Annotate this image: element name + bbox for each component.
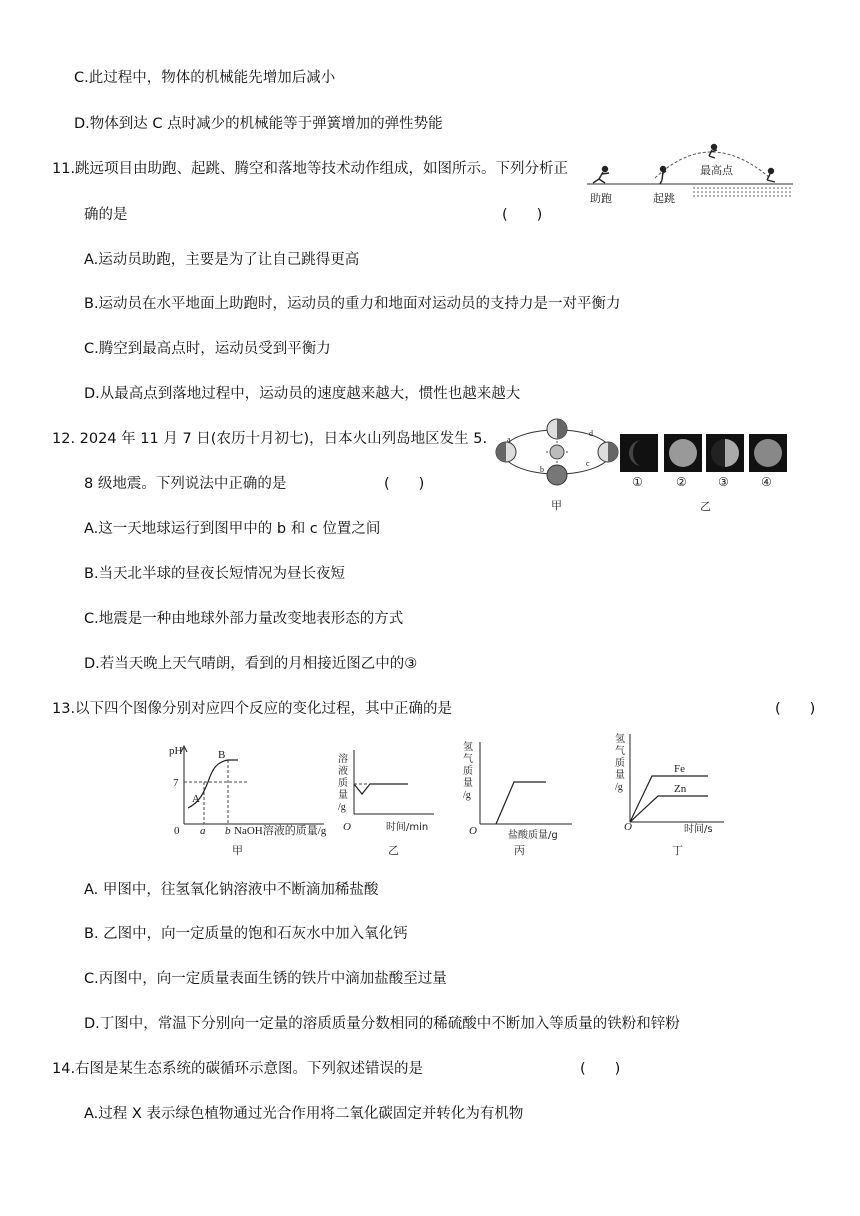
q11-long-jump-figure bbox=[585, 138, 795, 210]
caption-yi: 乙 bbox=[388, 844, 399, 857]
caption-bing: 丙 bbox=[514, 844, 525, 857]
q14-answer-blank: ( ) bbox=[580, 1061, 621, 1077]
svg-text:气: 气 bbox=[615, 746, 625, 757]
q11-stem-cont: 确的是 bbox=[84, 207, 128, 223]
q13-option-d: D.丁图中，常温下分别向一定量的溶质质量分数相同的稀硫酸中不断加入等质量的铁粉和锌粉 bbox=[84, 1016, 680, 1032]
orbit-label-c: c bbox=[586, 459, 590, 468]
q13-option-b: B. 乙图中，向一定质量的饱和石灰水中加入氧化钙 bbox=[84, 926, 408, 942]
tick-7: 7 bbox=[173, 777, 179, 789]
svg-text:量: 量 bbox=[615, 770, 625, 781]
q12-option-a: A.这一天地球运行到图甲中的 b 和 c 位置之间 bbox=[84, 521, 381, 537]
orbit-label-a: a bbox=[507, 435, 511, 444]
origin-0: 0 bbox=[174, 825, 180, 837]
moon-label-4: ④ bbox=[761, 475, 772, 489]
xlabel-naoh: NaOH溶液的质量/g bbox=[234, 825, 327, 837]
q11-option-b: B.运动员在水平地面上助跑时，运动员的重力和地面对运动员的支持力是一对平衡力 bbox=[84, 296, 621, 312]
q10-option-c: C.此过程中，物体的机械能先增加后减小 bbox=[74, 70, 336, 86]
fig-yi-caption: 乙 bbox=[700, 500, 711, 513]
hydrogen-line bbox=[496, 782, 546, 824]
q14-option-a: A.过程 X 表示绿色植物通过光合作用将二氧化碳固定并转化为有机物 bbox=[84, 1106, 524, 1122]
orbit-label-b: b bbox=[540, 465, 544, 474]
q13-graph-jia bbox=[164, 742, 334, 858]
q12-option-c: C.地震是一种由地球外部力量改变地表形态的方式 bbox=[84, 611, 404, 627]
sun-icon bbox=[546, 441, 568, 463]
q11-option-c: C.腾空到最高点时，运动员受到平衡力 bbox=[84, 341, 331, 357]
q12-stem: 12. 2024 年 11 月 7 日(农历十月初七)，日本火山列岛地区发生 5. bbox=[52, 431, 488, 447]
label-run: 助跑 bbox=[590, 192, 612, 205]
origin-o: O bbox=[343, 821, 351, 833]
moon-label-2: ② bbox=[676, 475, 687, 489]
ylabel-ph: pH bbox=[169, 745, 183, 757]
q12-earth-orbit-figure bbox=[494, 412, 622, 514]
zn-line bbox=[630, 796, 708, 822]
q13-graph-ding bbox=[612, 728, 734, 858]
svg-text:氢: 氢 bbox=[615, 734, 625, 745]
svg-text:质: 质 bbox=[338, 778, 348, 789]
origin-o: O bbox=[624, 821, 632, 833]
label-jump: 起跳 bbox=[653, 192, 675, 205]
earth-position-bottom bbox=[547, 465, 567, 485]
xlabel-hcl: 盐酸质量/g bbox=[508, 830, 558, 841]
q11-option-a: A.运动员助跑，主要是为了让自己跳得更高 bbox=[84, 252, 360, 268]
caption-ding: 丁 bbox=[672, 844, 683, 857]
svg-text:量: 量 bbox=[463, 778, 473, 789]
svg-text:量: 量 bbox=[338, 790, 348, 801]
q11-stem: 11.跳远项目由助跑、起跳、腾空和落地等技术动作组成，如图所示。下列分析正 bbox=[52, 161, 569, 177]
moon-label-3: ③ bbox=[718, 475, 729, 489]
q12-option-d: D.若当天晚上天气晴朗，看到的月相接近图乙中的③ bbox=[84, 656, 418, 672]
q13-stem: 13.以下四个图像分别对应四个反应的变化过程，其中正确的是 bbox=[52, 701, 453, 717]
earth-position-right bbox=[598, 442, 618, 462]
tick-a: a bbox=[200, 825, 206, 837]
svg-text:质: 质 bbox=[463, 766, 473, 777]
q11-option-d: D.从最高点到落地过程中，运动员的速度越来越大，惯性也越来越大 bbox=[84, 386, 521, 402]
q13-graph-bing bbox=[460, 734, 580, 858]
q13-option-c: C.丙图中，向一定质量表面生锈的铁片中滴加盐酸至过量 bbox=[84, 971, 447, 987]
label-fe: Fe bbox=[674, 763, 685, 775]
q14-stem: 14.右图是某生态系统的碳循环示意图。下列叙述错误的是 bbox=[52, 1061, 424, 1077]
svg-text:氢: 氢 bbox=[463, 742, 473, 753]
q12-option-b: B.当天北半球的昼夜长短情况为昼长夜短 bbox=[84, 566, 346, 582]
q12-moon-phase-figure bbox=[618, 432, 812, 514]
svg-text:气: 气 bbox=[463, 754, 473, 765]
q13-option-a: A. 甲图中，往氢氧化钠溶液中不断滴加稀盐酸 bbox=[84, 882, 379, 898]
airborne-athlete-icon bbox=[709, 145, 717, 159]
svg-text:/g: /g bbox=[463, 790, 471, 801]
svg-text:质: 质 bbox=[615, 758, 625, 769]
label-zn: Zn bbox=[674, 783, 687, 795]
q10-option-d: D.物体到达 C 点时减少的机械能等于弹簧增加的弹性势能 bbox=[74, 116, 443, 132]
q12-answer-blank: ( ) bbox=[384, 476, 425, 492]
earth-position-top bbox=[547, 419, 567, 439]
q13-answer-blank: ( ) bbox=[775, 701, 816, 717]
svg-text:液: 液 bbox=[338, 766, 348, 777]
moon-label-1: ① bbox=[632, 475, 643, 489]
origin-o: O bbox=[469, 825, 477, 837]
svg-text:/g: /g bbox=[338, 802, 346, 813]
svg-text:溶: 溶 bbox=[338, 754, 348, 765]
xlabel-time-min: 时间/min bbox=[386, 822, 429, 833]
point-b: B bbox=[218, 749, 226, 761]
tick-b: b bbox=[225, 825, 231, 837]
orbit-label-d: d bbox=[589, 429, 593, 438]
q13-graph-yi bbox=[336, 742, 438, 858]
q11-answer-blank: ( ) bbox=[502, 207, 543, 223]
earth-position-left bbox=[496, 442, 516, 462]
moon-phase-2 bbox=[669, 439, 697, 467]
caption-jia: 甲 bbox=[232, 844, 243, 857]
svg-text:/g: /g bbox=[615, 782, 623, 793]
fe-line bbox=[630, 776, 708, 822]
label-top: 最高点 bbox=[700, 164, 733, 177]
runner-icon bbox=[593, 167, 609, 184]
fig-jia-caption: 甲 bbox=[551, 499, 562, 512]
solution-mass-line bbox=[354, 784, 408, 794]
landing-athlete-icon bbox=[767, 169, 775, 183]
point-a: A bbox=[192, 793, 200, 805]
xlabel-time-s: 时间/s bbox=[684, 824, 713, 835]
takeoff-athlete-icon bbox=[660, 167, 666, 185]
q12-stem-cont: 8 级地震。下列说法中正确的是 bbox=[84, 476, 287, 492]
moon-phase-4 bbox=[754, 439, 782, 467]
